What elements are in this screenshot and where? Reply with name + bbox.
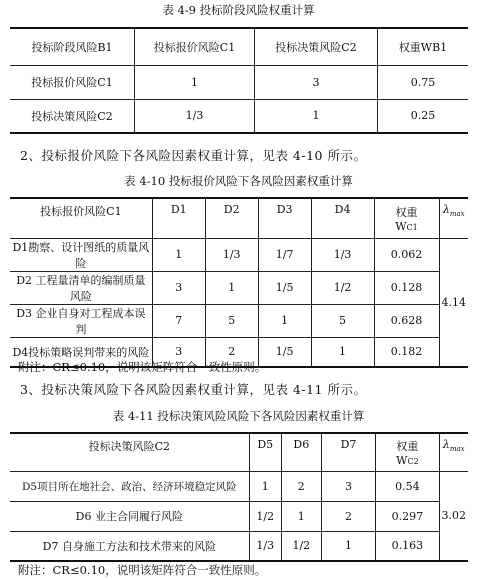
table-cell: 0.062	[374, 238, 439, 271]
table-cell: 0.628	[374, 304, 439, 337]
table-cell: 1/3	[205, 238, 258, 271]
table-cell: 1	[205, 271, 258, 304]
table-cell: 3	[321, 471, 376, 501]
note-1: 附注：CR≤0.10，说明该矩阵符合一致性原则。	[18, 360, 267, 374]
table-4-11	[10, 432, 468, 562]
table-row	[10, 99, 468, 133]
table-header-cell: D3	[258, 198, 311, 238]
table-cell: 1	[249, 471, 281, 501]
table-cell: 1/2	[311, 271, 374, 304]
table-cell: 0.297	[376, 501, 439, 531]
table-cell: 7	[152, 304, 205, 337]
table-4-10	[10, 197, 468, 368]
table-cell: 1/5	[258, 337, 311, 367]
table-cell: 5	[205, 304, 258, 337]
table-cell: D4投标策略误判带来的风险	[10, 337, 152, 367]
table-row	[10, 271, 468, 304]
table-cell: 2	[205, 337, 258, 367]
table-cell: 2	[321, 501, 376, 531]
table-cell: D3 企业自身对工程成本误判	[10, 304, 152, 337]
table-cell: D2 工程量清单的编制质量风险	[10, 271, 152, 304]
table-4-9	[10, 27, 468, 134]
table-cell: 0.128	[374, 271, 439, 304]
table-header-cell: 投标决策风险C2	[10, 433, 249, 471]
table-cell: D7 自身施工方法和技术带来的风险	[10, 531, 249, 561]
table-row	[10, 471, 468, 501]
table-row	[10, 531, 468, 561]
table-cell: 投标决策风险C2	[10, 99, 135, 133]
paragraph-2: 2、投标报价风险下各风险因素权重计算，见表 4-10 所示。	[20, 148, 367, 163]
table-header-cell: D4	[311, 198, 374, 238]
table-row	[10, 304, 468, 337]
table-cell: 1/2	[249, 501, 281, 531]
table-cell: 1	[311, 337, 374, 367]
table-cell: D6 业主合同履行风险	[10, 501, 249, 531]
lambda-value-cell: 4.14	[439, 238, 468, 367]
weight-label: 权重	[395, 205, 418, 219]
table-header-cell: D6	[281, 433, 321, 471]
table-row	[10, 238, 468, 271]
weight-w: W	[396, 453, 408, 467]
table-cell: 1	[152, 238, 205, 271]
note-2: 附注：CR≤0.10，说明该矩阵符合一致性原则。	[18, 563, 267, 577]
weight-subscript: C1	[406, 222, 418, 232]
table-cell: 0.54	[376, 471, 439, 501]
table-header-row	[10, 198, 468, 238]
table-header-cell: 投标阶段风险B1	[10, 28, 135, 65]
table-header-cell: D2	[205, 198, 258, 238]
table-header-cell: 权重WB1	[378, 28, 469, 65]
table-4-9-caption: 表 4-9 投标阶段风险权重计算	[162, 3, 315, 17]
table-header-cell: 投标决策风险C2	[255, 28, 378, 65]
table-cell: 3	[152, 337, 205, 367]
lambda-symbol: $\lambda_{max}$	[442, 438, 465, 454]
table-cell: 1	[135, 65, 255, 99]
weight-symbol	[378, 454, 436, 467]
lambda-value-cell: 3.02	[439, 471, 468, 561]
paragraph-3: 3、投标决策风险下各风险因素权重计算，见表 4-11 所示。	[20, 382, 367, 397]
table-header-cell: 投标报价风险C1	[10, 198, 152, 238]
table-cell: 1/5	[258, 271, 311, 304]
table-header-cell: D7	[321, 433, 376, 471]
weight-header-cell	[376, 433, 439, 471]
table-row	[10, 65, 468, 99]
lambda-symbol: $\lambda_{max}$	[442, 203, 465, 219]
table-cell: 0.163	[376, 531, 439, 561]
table-header-cell: D5	[249, 433, 281, 471]
table-cell: 5	[311, 304, 374, 337]
weight-w: W	[395, 219, 407, 233]
table-cell: 1	[321, 531, 376, 561]
table-cell: 1/3	[311, 238, 374, 271]
table-cell: D1勘察、设计图纸的质量风险	[10, 238, 152, 271]
table-header-row	[10, 433, 468, 471]
table-header-cell: D1	[152, 198, 205, 238]
table-header-cell: 投标报价风险C1	[135, 28, 255, 65]
table-row	[10, 501, 468, 531]
table-cell: D5项目所在地社会、政治、经济环境稳定风险	[10, 471, 249, 501]
table-cell: 2	[281, 471, 321, 501]
weight-symbol	[377, 220, 437, 233]
lambda-header-cell	[439, 433, 468, 471]
weight-header-cell	[374, 198, 439, 238]
table-cell: 0.25	[378, 99, 469, 133]
table-cell: 3	[255, 65, 378, 99]
table-cell: 1	[258, 304, 311, 337]
table-cell: 3	[152, 271, 205, 304]
table-cell: 1	[255, 99, 378, 133]
table-cell: 1	[281, 501, 321, 531]
weight-subscript: C2	[407, 456, 419, 466]
table-4-10-caption: 表 4-10 投标报价风险下各风险因素权重计算	[124, 174, 353, 188]
table-header-row	[10, 28, 468, 65]
table-cell: 0.182	[374, 337, 439, 367]
weight-label: 权重	[396, 439, 419, 453]
table-cell: 1/2	[281, 531, 321, 561]
table-cell: 0.75	[378, 65, 469, 99]
table-cell: 1/3	[249, 531, 281, 561]
table-cell: 投标报价风险C1	[10, 65, 135, 99]
lambda-header-cell	[439, 198, 468, 238]
table-cell: 1/3	[135, 99, 255, 133]
table-4-11-caption: 表 4-11 投标决策风险风险下各风险因素权重计算	[112, 409, 365, 423]
table-cell: 1/7	[258, 238, 311, 271]
